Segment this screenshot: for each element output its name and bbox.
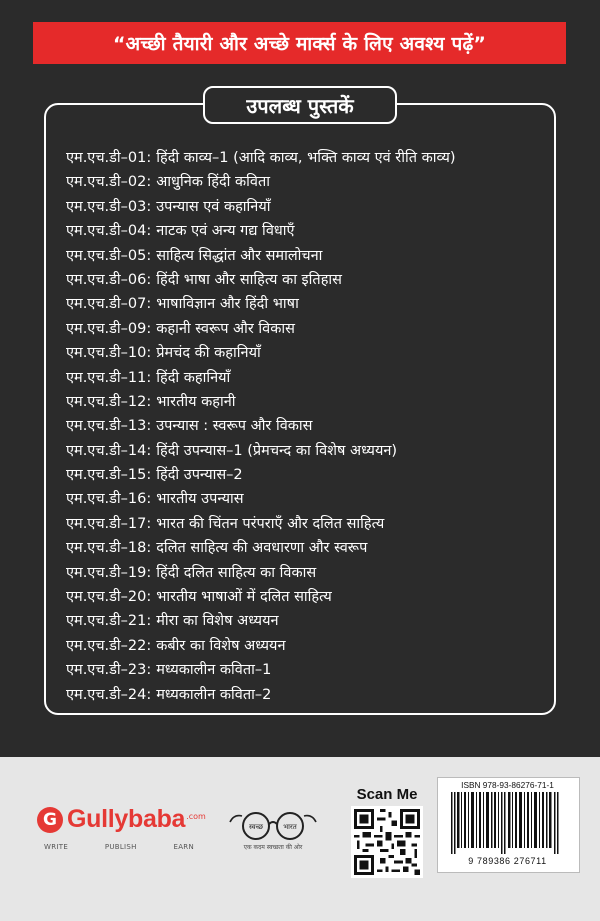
- book-title: दलित साहित्य की अवधारणा और स्वरूप: [156, 540, 368, 557]
- book-title: हिंदी कहानियाँ: [156, 369, 231, 386]
- list-item: [66, 585, 456, 609]
- list-item: [66, 414, 456, 438]
- book-code: एम.एच.डी–12:: [66, 393, 152, 410]
- book-code: एम.एच.डी–19:: [66, 564, 152, 581]
- book-code: एम.एच.डी–21:: [66, 613, 152, 630]
- book-code: एम.एच.डी–16:: [66, 491, 152, 508]
- isbn-label: ISBN 978-93-86276-71-1: [461, 780, 554, 790]
- book-title: भारतीय भाषाओं में दलित साहित्य: [156, 589, 332, 606]
- book-title: प्रेमचंद की कहानियाँ: [156, 345, 261, 362]
- book-code: एम.एच.डी–01:: [66, 150, 152, 166]
- book-code: एम.एच.डी–02:: [66, 174, 152, 191]
- book-title: भाषाविज्ञान और हिंदी भाषा: [156, 296, 299, 313]
- book-title: मीरा का विशेष अध्ययन: [156, 613, 279, 630]
- list-item: [66, 268, 456, 292]
- list-item: [66, 366, 456, 390]
- list-item: [66, 512, 456, 536]
- book-code: एम.एच.डी–13:: [66, 418, 152, 435]
- list-item: [66, 463, 456, 487]
- book-title: उपन्यास : स्वरूप और विकास: [156, 418, 313, 435]
- swachh-bharat-glasses-icon: [228, 808, 318, 842]
- book-title: भारतीय उपन्यास: [156, 491, 244, 508]
- swachh-right-text: भारत: [283, 823, 297, 831]
- swachh-left-text: स्वच्छ: [248, 823, 264, 831]
- gullybaba-logo: [37, 805, 206, 834]
- book-title: उपन्यास एवं कहानियाँ: [156, 198, 271, 215]
- book-code: एम.एच.डी–18:: [66, 540, 152, 557]
- book-code: एम.एच.डी–11:: [66, 369, 152, 386]
- banner-text: “अच्छी तैयारी और अच्छे मार्क्स के लिए अवश्य पढ़ें”: [112, 33, 487, 55]
- book-code: एम.एच.डी–17:: [66, 515, 152, 532]
- list-item: [66, 609, 456, 633]
- book-title: कहानी स्वरूप और विकास: [156, 320, 295, 337]
- book-code: एम.एच.डी–10:: [66, 345, 152, 362]
- list-item: [66, 683, 456, 707]
- list-item: [66, 244, 456, 268]
- book-code: एम.एच.डी–03:: [66, 198, 152, 215]
- tagline-earn: EARN: [173, 843, 194, 851]
- scan-me-label: Scan Me: [356, 786, 418, 803]
- list-item: [66, 146, 456, 170]
- book-title: हिंदी उपन्यास–1 (प्रेमचन्द का विशेष अध्ययन): [156, 442, 398, 459]
- book-title: मध्यकालीन कविता–2: [156, 686, 272, 703]
- book-code: एम.एच.डी–20:: [66, 589, 152, 606]
- logo-tagline: [44, 843, 194, 851]
- book-title: मध्यकालीन कविता–1: [156, 662, 272, 679]
- book-code: एम.एच.डी–15:: [66, 467, 152, 484]
- list-item: [66, 487, 456, 511]
- logo-name: Gullybaba: [67, 805, 186, 833]
- book-title: हिंदी उपन्यास–2: [156, 467, 243, 484]
- book-code: एम.एच.डी–24:: [66, 686, 152, 703]
- book-title: भारत की चिंतन परंपराएँ और दलित साहित्य: [156, 515, 385, 532]
- list-item: [66, 634, 456, 658]
- list-item: [66, 536, 456, 560]
- book-code: एम.एच.डी–22:: [66, 637, 152, 654]
- swachh-caption: एक कदम स्वच्छता की ओर: [243, 844, 303, 851]
- book-list: [66, 146, 456, 707]
- book-title: भारतीय कहानी: [156, 393, 236, 410]
- list-item: [66, 195, 456, 219]
- book-title: साहित्य सिद्धांत और समालोचना: [156, 247, 323, 264]
- list-item: [66, 219, 456, 243]
- list-item: [66, 317, 456, 341]
- list-item: [66, 292, 456, 316]
- tagline-write: WRITE: [44, 843, 69, 851]
- list-item: [66, 390, 456, 414]
- tagline-banner: [33, 22, 566, 64]
- book-title: कबीर का विशेष अध्ययन: [156, 637, 286, 654]
- barcode-number: 9 789386 276711: [468, 856, 547, 866]
- book-title: हिंदी दलित साहित्य का विकास: [156, 564, 317, 581]
- book-title: हिंदी काव्य–1 (आदि काव्य, भक्ति काव्य एवं रीति काव्य): [156, 150, 456, 166]
- list-item: [66, 341, 456, 365]
- book-title: नाटक एवं अन्य गद्य विधाएँ: [156, 223, 295, 240]
- book-code: एम.एच.डी–05:: [66, 247, 152, 264]
- logo-suffix: .com: [186, 812, 206, 821]
- list-item: [66, 170, 456, 194]
- qr-code-icon[interactable]: [351, 806, 423, 878]
- book-title: आधुनिक हिंदी कविता: [156, 174, 271, 191]
- books-heading: उपलब्ध पुस्तकें: [203, 86, 397, 124]
- book-code: एम.एच.डी–23:: [66, 662, 152, 679]
- barcode-icon: [441, 792, 574, 854]
- logo-mark-icon: G: [37, 807, 63, 833]
- tagline-publish: PUBLISH: [104, 843, 137, 851]
- book-code: एम.एच.डी–09:: [66, 320, 152, 337]
- list-item: [66, 658, 456, 682]
- book-code: एम.एच.डी–07:: [66, 296, 152, 313]
- book-title: हिंदी भाषा और साहित्य का इतिहास: [156, 271, 342, 288]
- book-code: एम.एच.डी–06:: [66, 271, 152, 288]
- book-code: एम.एच.डी–14:: [66, 442, 152, 459]
- list-item: [66, 561, 456, 585]
- book-code: एम.एच.डी–04:: [66, 223, 152, 240]
- list-item: [66, 439, 456, 463]
